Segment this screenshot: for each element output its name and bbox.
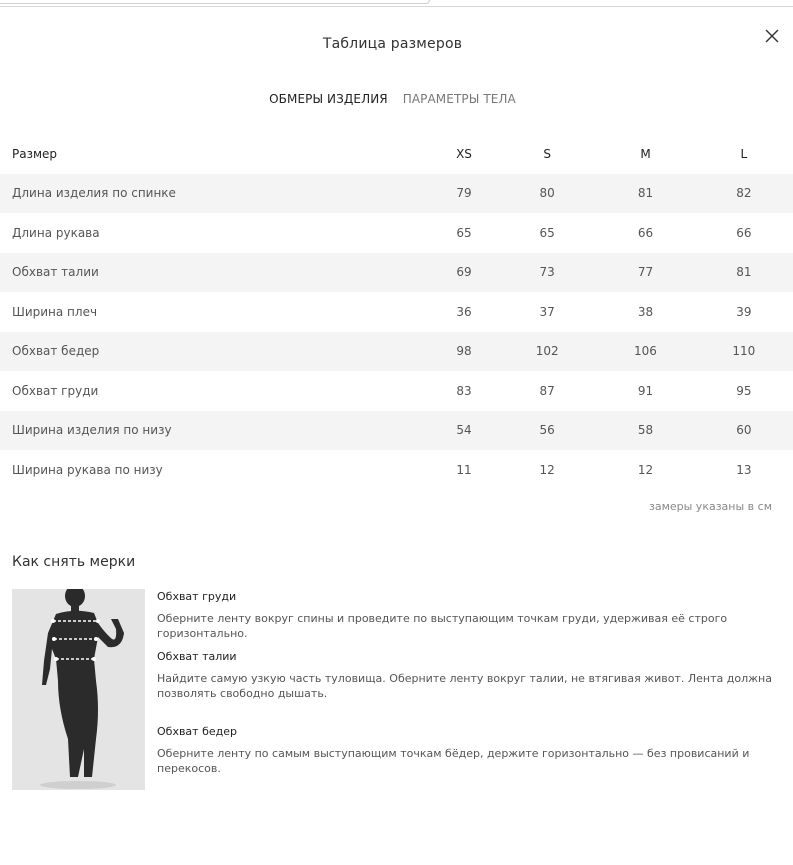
cell-value: 12 bbox=[637, 462, 654, 477]
instruction-text: Оберните ленту по самым выступающим точкам бёдер, держите горизонтально — без провисаний и перекосов. bbox=[157, 747, 750, 775]
cell-value: 95 bbox=[736, 383, 752, 398]
header-size-label: Размер bbox=[12, 146, 58, 161]
cell-value: 58 bbox=[637, 423, 654, 438]
table-row bbox=[0, 411, 793, 451]
cell-value: 106 bbox=[634, 344, 657, 359]
row-label: Ширина изделия по низу bbox=[12, 423, 172, 438]
cell-value: 65 bbox=[539, 225, 555, 240]
instruction-chest bbox=[157, 590, 777, 641]
row-label: Обхват талии bbox=[12, 265, 99, 280]
cell-value: 12 bbox=[539, 462, 555, 477]
cell-value: 81 bbox=[637, 186, 654, 201]
cell-value: 110 bbox=[732, 344, 756, 359]
howto-title: Как снять мерки bbox=[12, 554, 136, 570]
cell-value: 87 bbox=[539, 383, 555, 398]
instruction-waist bbox=[157, 650, 777, 701]
row-label: Обхват бедер bbox=[12, 344, 100, 359]
size-table bbox=[0, 134, 793, 490]
instruction-text: Оберните ленту вокруг спины и проведите по выступающим точкам груди, удерживая её строго горизонтально. bbox=[157, 612, 728, 640]
instruction-text: Найдите самую узкую часть туловища. Оберните ленту вокруг талии, не втягивая живот. Лента должна позволять свободно дышать. bbox=[157, 672, 772, 700]
row-label: Ширина рукава по низу bbox=[12, 462, 163, 477]
table-header-row bbox=[0, 134, 793, 174]
header-size-s: S bbox=[543, 146, 551, 161]
cell-value: 73 bbox=[539, 265, 555, 280]
header-size-l: L bbox=[740, 146, 748, 161]
cell-value: 98 bbox=[456, 344, 472, 359]
table-row bbox=[0, 174, 793, 214]
tab-garment-measurements[interactable]: ОБМЕРЫ ИЗДЕЛИЯ bbox=[269, 92, 388, 106]
header-size-m: M bbox=[640, 146, 651, 161]
cell-value: 79 bbox=[456, 186, 472, 201]
table-row bbox=[0, 292, 793, 332]
measurement-tabs bbox=[0, 92, 785, 106]
row-label: Обхват груди bbox=[12, 383, 99, 398]
table-row bbox=[0, 450, 793, 490]
table-row bbox=[0, 213, 793, 253]
cell-value: 37 bbox=[539, 304, 555, 319]
close-icon[interactable] bbox=[761, 25, 783, 47]
instruction-heading: Обхват бедер bbox=[157, 725, 237, 738]
cell-value: 91 bbox=[637, 383, 654, 398]
row-label: Длина рукава bbox=[12, 225, 100, 240]
row-label: Длина изделия по спинке bbox=[12, 186, 176, 201]
cell-value: 80 bbox=[539, 186, 555, 201]
cell-value: 81 bbox=[736, 265, 752, 280]
table-row bbox=[0, 253, 793, 293]
cell-value: 66 bbox=[736, 225, 752, 240]
cell-value: 54 bbox=[456, 423, 472, 438]
row-label: Ширина плеч bbox=[12, 304, 98, 319]
header-size-xs: XS bbox=[456, 146, 472, 161]
cell-value: 36 bbox=[456, 304, 472, 319]
modal-title: Таблица размеров bbox=[322, 36, 463, 52]
close-button[interactable] bbox=[761, 25, 783, 47]
cell-value: 66 bbox=[637, 225, 654, 240]
cell-value: 77 bbox=[637, 265, 654, 280]
browser-top-strip bbox=[0, 0, 793, 7]
cell-value: 102 bbox=[535, 344, 559, 359]
cell-value: 60 bbox=[736, 423, 752, 438]
cell-value: 38 bbox=[637, 304, 654, 319]
instruction-heading: Обхват талии bbox=[157, 650, 237, 663]
units-note: замеры указаны в см bbox=[648, 500, 772, 513]
tab-body-parameters[interactable]: ПАРАМЕТРЫ ТЕЛА bbox=[402, 92, 516, 106]
cell-value: 83 bbox=[456, 383, 472, 398]
table-row bbox=[0, 332, 793, 372]
cell-value: 56 bbox=[539, 423, 555, 438]
cell-value: 69 bbox=[456, 265, 472, 280]
cell-value: 82 bbox=[736, 186, 752, 201]
cell-value: 11 bbox=[456, 462, 472, 477]
cell-value: 65 bbox=[456, 225, 472, 240]
table-row bbox=[0, 371, 793, 411]
cell-value: 39 bbox=[736, 304, 752, 319]
tab-edge bbox=[0, 0, 430, 4]
instruction-heading: Обхват груди bbox=[157, 590, 237, 603]
instruction-hips bbox=[157, 725, 777, 776]
body-silhouette-icon bbox=[12, 589, 145, 790]
cell-value: 13 bbox=[736, 462, 752, 477]
measurement-figure-image bbox=[12, 589, 145, 790]
